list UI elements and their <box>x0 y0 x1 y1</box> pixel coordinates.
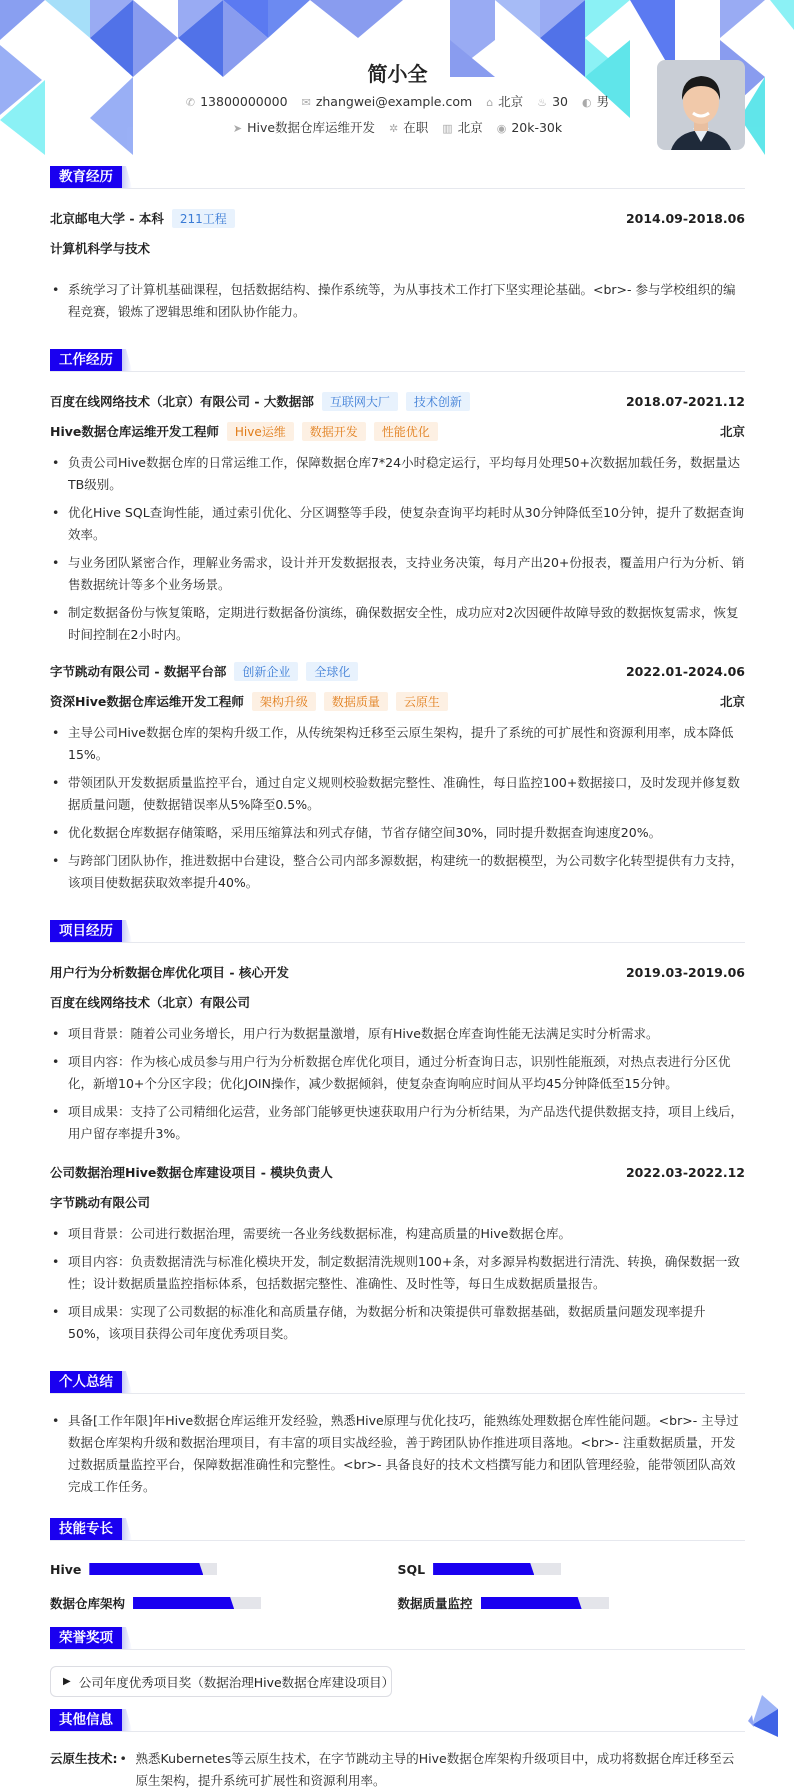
work-bullets <box>50 452 745 646</box>
work-location: 北京 <box>719 424 745 439</box>
role-wrap <box>50 422 438 441</box>
gender-text: 男 <box>596 94 610 109</box>
avatar-photo <box>657 60 745 150</box>
city-text: 北京 <box>498 94 524 109</box>
job-intent-row <box>50 114 745 140</box>
project-bullets <box>50 1023 745 1145</box>
project-bullets <box>50 1223 745 1345</box>
role-tag: Hive运维 <box>227 422 294 441</box>
home-icon: ⌂ <box>486 96 494 109</box>
company-wrap <box>50 662 358 681</box>
project-title: 用户行为分析数据仓库优化项目 - 核心开发 <box>50 965 289 980</box>
project-title-row <box>50 1157 745 1187</box>
contact-info-row <box>50 88 745 114</box>
skill-name: SQL <box>397 1561 426 1577</box>
summary-bullet: • 具备[工作年限]年Hive数据仓库运维开发经验，熟悉Hive原理与优化技巧，能熟练处理数据仓库性能问题。<br>- 主导过数据仓库架构升级和数据治理项目，有丰富的项目实战经验，善于跨团队协作推进项目落地。<br>- 注重数据质量，开发过数据质量监控平台，保障数据准确性和完整性。<br>- 具备良好的技术文档撰写能力和团队管理经验，能带领团队高效完成工作任务。 <box>50 1410 745 1498</box>
role-title: 资深Hive数据仓库运维开发工程师 <box>50 694 244 709</box>
email <box>302 94 473 109</box>
section-summary <box>50 1371 745 1394</box>
project-date: 2022.03-2022.12 <box>625 1164 745 1180</box>
project-bullet: • 项目内容：作为核心成员参与用户行为分析数据仓库优化项目，通过分析查询日志，识别性能瓶颈，对热点表进行分区优化，新增10+个分区字段；优化JOIN操作，减少数据倾斜，使复杂查询响应时间从平均45分钟降低至15分钟。 <box>50 1051 745 1095</box>
work-date: 2022.01-2024.06 <box>625 663 745 679</box>
cake-icon: ♨ <box>537 95 548 109</box>
section-projects <box>50 920 745 943</box>
company-tag: 创新企业 <box>234 662 298 681</box>
other-info <box>50 1748 745 1792</box>
work-bullet: • 带领团队开发数据质量监控平台，通过自定义规则校验数据完整性、准确性，每日监控100+数据接口，及时发现并修复数据质量问题，使数据错误率从5%降至0.5%。 <box>50 772 745 816</box>
work-role-row <box>50 416 745 446</box>
phone-text: 13800000000 <box>200 93 288 109</box>
education-row <box>50 203 745 233</box>
school: 北京邮电大学 - 本科 <box>50 211 164 226</box>
skill-bar <box>433 1563 561 1575</box>
skill-bar-fill <box>89 1563 203 1575</box>
work-bullets <box>50 722 745 894</box>
job-text: Hive数据仓库运维开发 <box>247 120 376 135</box>
other-bullet: • 熟悉Kubernetes等云原生技术，在字节跳动主导的Hive数据仓库架构升级项目中，成功将数据仓库迁移至云原生架构，提升系统可扩展性和资源利用率。 <box>118 1748 746 1792</box>
skill-name: 数据质量监控 <box>397 1596 473 1611</box>
coin-icon: ◉ <box>496 121 507 135</box>
skill-item <box>50 1559 398 1579</box>
work-bullet: • 制定数据备份与恢复策略，定期进行数据备份演练，确保数据安全性，成功应对2次因硬件故障导致的数据恢复需求，恢复时间控制在2小时内。 <box>50 602 745 646</box>
work-city <box>442 118 482 136</box>
award-text: 公司年度优秀项目奖（数据治理Hive数据仓库建设项目） <box>78 1674 395 1690</box>
send-icon: ➤ <box>232 122 243 135</box>
work-location: 北京 <box>719 694 745 709</box>
section-title: 技能专长 <box>50 1518 122 1540</box>
company-tag: 全球化 <box>306 662 358 681</box>
role-title: Hive数据仓库运维开发工程师 <box>50 424 219 439</box>
salary-text: 20k-30k <box>511 119 563 135</box>
section-work <box>50 349 745 372</box>
work-bullet: • 与跨部门团队协作，推进数据中台建设，整合公司内部多源数据，构建统一的数据模型，为公司数字化转型提供有力支持，该项目使数据获取效率提升40%。 <box>50 850 745 894</box>
work-city-text: 北京 <box>457 120 483 135</box>
project-date: 2019.03-2019.06 <box>625 964 745 980</box>
gender-icon: ◐ <box>581 96 592 109</box>
salary <box>497 120 562 135</box>
section-education <box>50 166 745 189</box>
education-date: 2014.09-2018.06 <box>625 210 745 226</box>
email-text: zhangwei@example.com <box>315 93 473 109</box>
status-text: 在职 <box>403 120 429 135</box>
work-role-row <box>50 686 745 716</box>
project-bullet: • 项目背景：公司进行数据治理，需要统一各业务线数据标准，构建高质量的Hive数据仓库。 <box>50 1223 745 1245</box>
job <box>233 118 375 136</box>
company-name: 字节跳动有限公司 - 数据平台部 <box>50 664 227 679</box>
project-bullet: • 项目内容：负责数据清洗与标准化模块开发，制定数据清洗规则100+条，对多源异构数据进行清洗、转换，确保数据一致性；设计数据质量监控指标体系，包括数据完整性、准确性、及时性等，每日生成数据质量报告。 <box>50 1251 745 1295</box>
role-tag: 数据质量 <box>324 692 388 711</box>
work-bullet: • 与业务团队紧密合作，理解业务需求，设计并开发数据报表，支持业务决策，每月产出20+份报表，覆盖用户行为分析、销售数据统计等多个业务场景。 <box>50 552 745 596</box>
gender <box>582 92 609 110</box>
skill-bar <box>89 1563 217 1575</box>
city <box>486 92 523 110</box>
skill-bar-fill <box>433 1563 534 1575</box>
award-item[interactable] <box>50 1666 395 1697</box>
project-bullet: • 项目成果：实现了公司数据的标准化和高质量存储，为数据分析和决策提供可靠数据基础，数据质量问题发现率提升50%，该项目获得公司年度优秀项目奖。 <box>50 1301 745 1345</box>
company-tag: 技术创新 <box>406 392 470 411</box>
role-tag: 数据开发 <box>302 422 366 441</box>
work-bullet: • 主导公司Hive数据仓库的架构升级工作，从传统架构迁移至云原生架构，提升了系统的可扩展性和资源利用率，成本降低15%。 <box>50 722 745 766</box>
project-company: 百度在线网络技术（北京）有限公司 <box>50 995 251 1010</box>
work-company-row <box>50 656 745 686</box>
role-tag: 架构升级 <box>252 692 316 711</box>
age <box>537 94 568 109</box>
candidate-name: 简小全 <box>367 62 428 86</box>
skill-item <box>50 1593 398 1613</box>
skill-name: Hive <box>50 1561 82 1577</box>
phone-icon: ✆ <box>185 95 196 109</box>
project-bullet: • 项目背景：随着公司业务增长，用户行为数据量激增，原有Hive数据仓库查询性能无法满足实时分析需求。 <box>50 1023 745 1045</box>
skill-bar-fill <box>481 1597 582 1609</box>
section-title: 项目经历 <box>50 920 122 942</box>
section-title: 其他信息 <box>50 1709 122 1731</box>
building-icon: ▥ <box>442 122 453 135</box>
section-awards <box>50 1627 745 1650</box>
education-bullet: • 系统学习了计算机基础课程，包括数据结构、操作系统等，为从事技术工作打下坚实理论基础。<br>- 参与学校组织的编程竞赛，锻炼了逻辑思维和团队协作能力。 <box>50 279 745 323</box>
project-title: 公司数据治理Hive数据仓库建设项目 - 模块负责人 <box>50 1165 333 1180</box>
mail-icon: ✉ <box>301 95 311 109</box>
role-tag: 性能优化 <box>374 422 438 441</box>
section-skills <box>50 1518 745 1541</box>
status <box>389 118 428 136</box>
company-tag: 互联网大厂 <box>322 392 398 411</box>
status-icon: ✲ <box>389 122 399 135</box>
section-other <box>50 1709 745 1732</box>
skill-bar <box>481 1597 609 1609</box>
section-title: 工作经历 <box>50 349 122 371</box>
skill-item <box>398 1593 746 1613</box>
company-wrap <box>50 392 470 411</box>
project-bullet: • 项目成果：支持了公司精细化运营，业务部门能够更快速获取用户行为分析结果，为产品迭代提供数据支持，项目上线后，用户留存率提升3%。 <box>50 1101 745 1145</box>
company-name: 百度在线网络技术（北京）有限公司 - 大数据部 <box>50 394 314 409</box>
skill-item <box>398 1559 746 1579</box>
phone <box>186 94 288 109</box>
section-title: 个人总结 <box>50 1371 122 1393</box>
project-company: 字节跳动有限公司 <box>50 1195 151 1210</box>
age-text: 30 <box>552 93 568 109</box>
work-date: 2018.07-2021.12 <box>625 393 745 409</box>
work-bullet: • 优化Hive SQL查询性能，通过索引优化、分区调整等手段，使复杂查询平均耗时从30分钟降低至10分钟，提升了数据查询效率。 <box>50 502 745 546</box>
work-bullet: • 优化数据仓库数据存储策略，采用压缩算法和列式存储，节省存储空间30%，同时提升数据查询速度20%。 <box>50 822 745 844</box>
skill-bar-fill <box>133 1597 234 1609</box>
skill-bar <box>133 1597 261 1609</box>
other-label: 云原生技术: <box>50 1751 118 1766</box>
section-title: 教育经历 <box>50 166 122 188</box>
role-wrap <box>50 692 448 711</box>
role-tag: 云原生 <box>396 692 448 711</box>
skill-name: 数据仓库架构 <box>50 1596 126 1611</box>
work-bullet: • 负责公司Hive数据仓库的日常运维工作，保障数据仓库7*24小时稳定运行，平均每月处理50+次数据加载任务，数据量达TB级别。 <box>50 452 745 496</box>
major: 计算机科学与技术 <box>50 241 151 256</box>
project-title-row <box>50 957 745 987</box>
school-tag: 211工程 <box>172 209 235 228</box>
section-title: 荣誉奖项 <box>50 1627 122 1649</box>
triangle-right-icon: ▶ <box>63 1676 71 1687</box>
work-company-row <box>50 386 745 416</box>
